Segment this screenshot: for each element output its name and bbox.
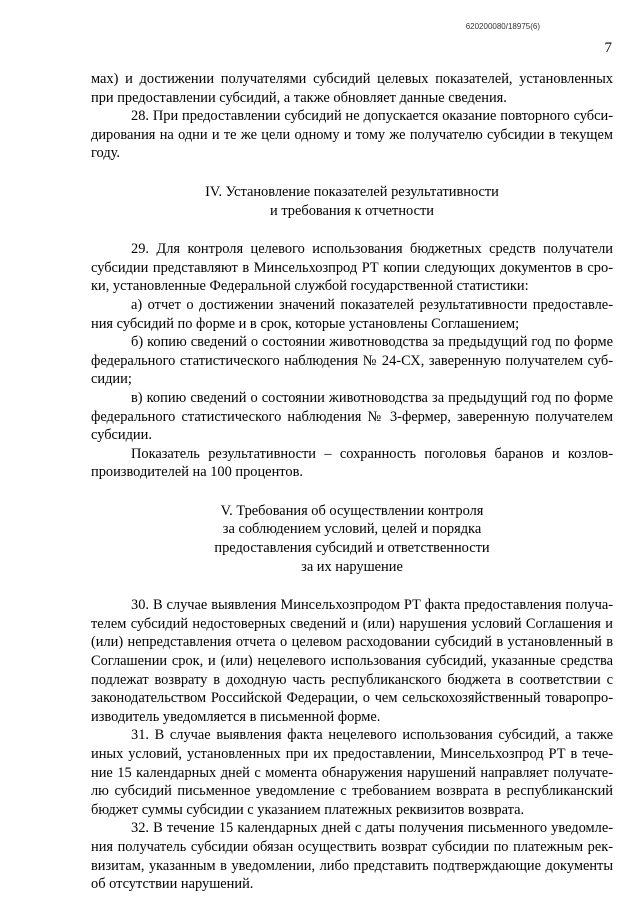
text-line: сидии;	[91, 371, 132, 388]
text-line: субсидии.	[91, 427, 152, 444]
text-line: ки, установленные Федеральной службой государственной статистики:	[91, 278, 529, 295]
paragraph	[91, 445, 613, 482]
text-line: изводитель уведомляется в письменной форме.	[91, 708, 381, 725]
text-line: ние 15 календарных дней с момента обнаружения нарушений направляет получате-	[91, 764, 613, 781]
text-line: (или) непредставления отчета о целевом расходовании субсидий в установленный в	[91, 634, 613, 651]
heading-line: за соблюдением условий, целей и порядка	[222, 521, 482, 538]
section-heading	[91, 502, 613, 576]
text-line: производителей на 100 процентов.	[91, 464, 303, 481]
text-line: подлежат возврату в доходную часть республиканского бюджета в соответствии с	[91, 671, 613, 688]
text-line: ния получатель субсидии обязан осуществить возврат субсидии по платежным рек-	[91, 838, 613, 855]
heading-line: IV. Установление показателей результативности	[205, 183, 499, 200]
text-line: году.	[91, 145, 120, 162]
paragraph	[91, 70, 613, 107]
text-line: лю субсидий письменное уведомление с требованием возврата в республиканский	[91, 783, 613, 800]
paragraph	[91, 596, 613, 726]
document-body	[91, 70, 613, 894]
text-line: 32. В течение 15 календарных дней с даты получения письменного уведомле-	[131, 820, 613, 837]
text-line: Соглашении срок, и (или) нецелевого использования субсидий, указанные средства	[91, 653, 613, 670]
paragraph	[91, 389, 613, 445]
text-line: 31. В случае выявления факта нецелевого использования субсидий, а также	[131, 727, 613, 744]
text-line: 29. Для контроля целевого использования бюджетных средств получатели	[131, 241, 613, 258]
heading-line: предоставления субсидий и ответственности	[214, 540, 490, 557]
text-line: дирования на одни и те же цели одному и тому же получателю субсидии в текущем	[91, 126, 613, 143]
heading-line: и требования к отчетности	[270, 202, 434, 219]
paragraph	[91, 107, 613, 163]
document-id: 620200080/18975(6)	[465, 22, 540, 31]
text-line: субсидии представляют в Минсельхозпрод РТ копии следующих документов в сро-	[91, 259, 613, 276]
paragraph	[91, 333, 613, 389]
text-line: а) отчет о достижении значений показателей результативности предоставле-	[131, 296, 613, 313]
page-number: 7	[604, 40, 612, 56]
text-line: телем субсидий недостоверных сведений и (или) нарушения условий Соглашения и	[91, 615, 613, 632]
text-line: бюджет суммы субсидии с указанием платежных реквизитов возврата.	[91, 801, 525, 818]
paragraph	[91, 296, 613, 333]
heading-line: V. Требования об осуществлении контроля	[220, 502, 484, 519]
text-line: б) копию сведений о состоянии животноводства за предыдущий год по форме	[131, 334, 613, 351]
paragraph	[91, 726, 613, 819]
text-line: при предоставлении субсидий, а также обновляет данные сведения.	[91, 89, 507, 106]
text-line: федерального статистического наблюдения № 3-фермер, заверенную получателем	[91, 408, 613, 425]
text-line: 28. При предоставлении субсидий не допускается оказание повторного субси-	[131, 108, 613, 125]
text-line: визитам, указанным в уведомлении, либо представить подтверждающие документы	[91, 857, 613, 874]
text-line: 30. В случае выявления Минсельхозпродом РТ факта предоставления получа-	[131, 597, 613, 614]
heading-line: за их нарушение	[301, 558, 403, 575]
text-line: законодательством Российской Федерации, о чем сельскохозяйственный товаропро-	[91, 690, 613, 707]
text-line: в) копию сведений о состоянии животноводства за предыдущий год по форме	[131, 389, 613, 406]
text-line: ния субсидий по форме и в срок, которые установлены Соглашением;	[91, 315, 520, 332]
text-line: мах) и достижении получателями субсидий целевых показателей, установленных	[91, 71, 613, 87]
section-heading	[91, 183, 613, 220]
text-line: иных условий, установленных при их предоставлении, Минсельхозпрод РТ в тече-	[91, 746, 613, 762]
paragraph	[91, 240, 613, 296]
paragraph	[91, 819, 613, 893]
text-line: Показатель результативности – сохранность поголовья баранов и козлов-	[131, 445, 613, 462]
text-line: об отсутствии нарушений.	[91, 876, 254, 893]
text-line: федерального статистического наблюдения № 24-СХ, заверенную получателем суб-	[91, 352, 613, 369]
